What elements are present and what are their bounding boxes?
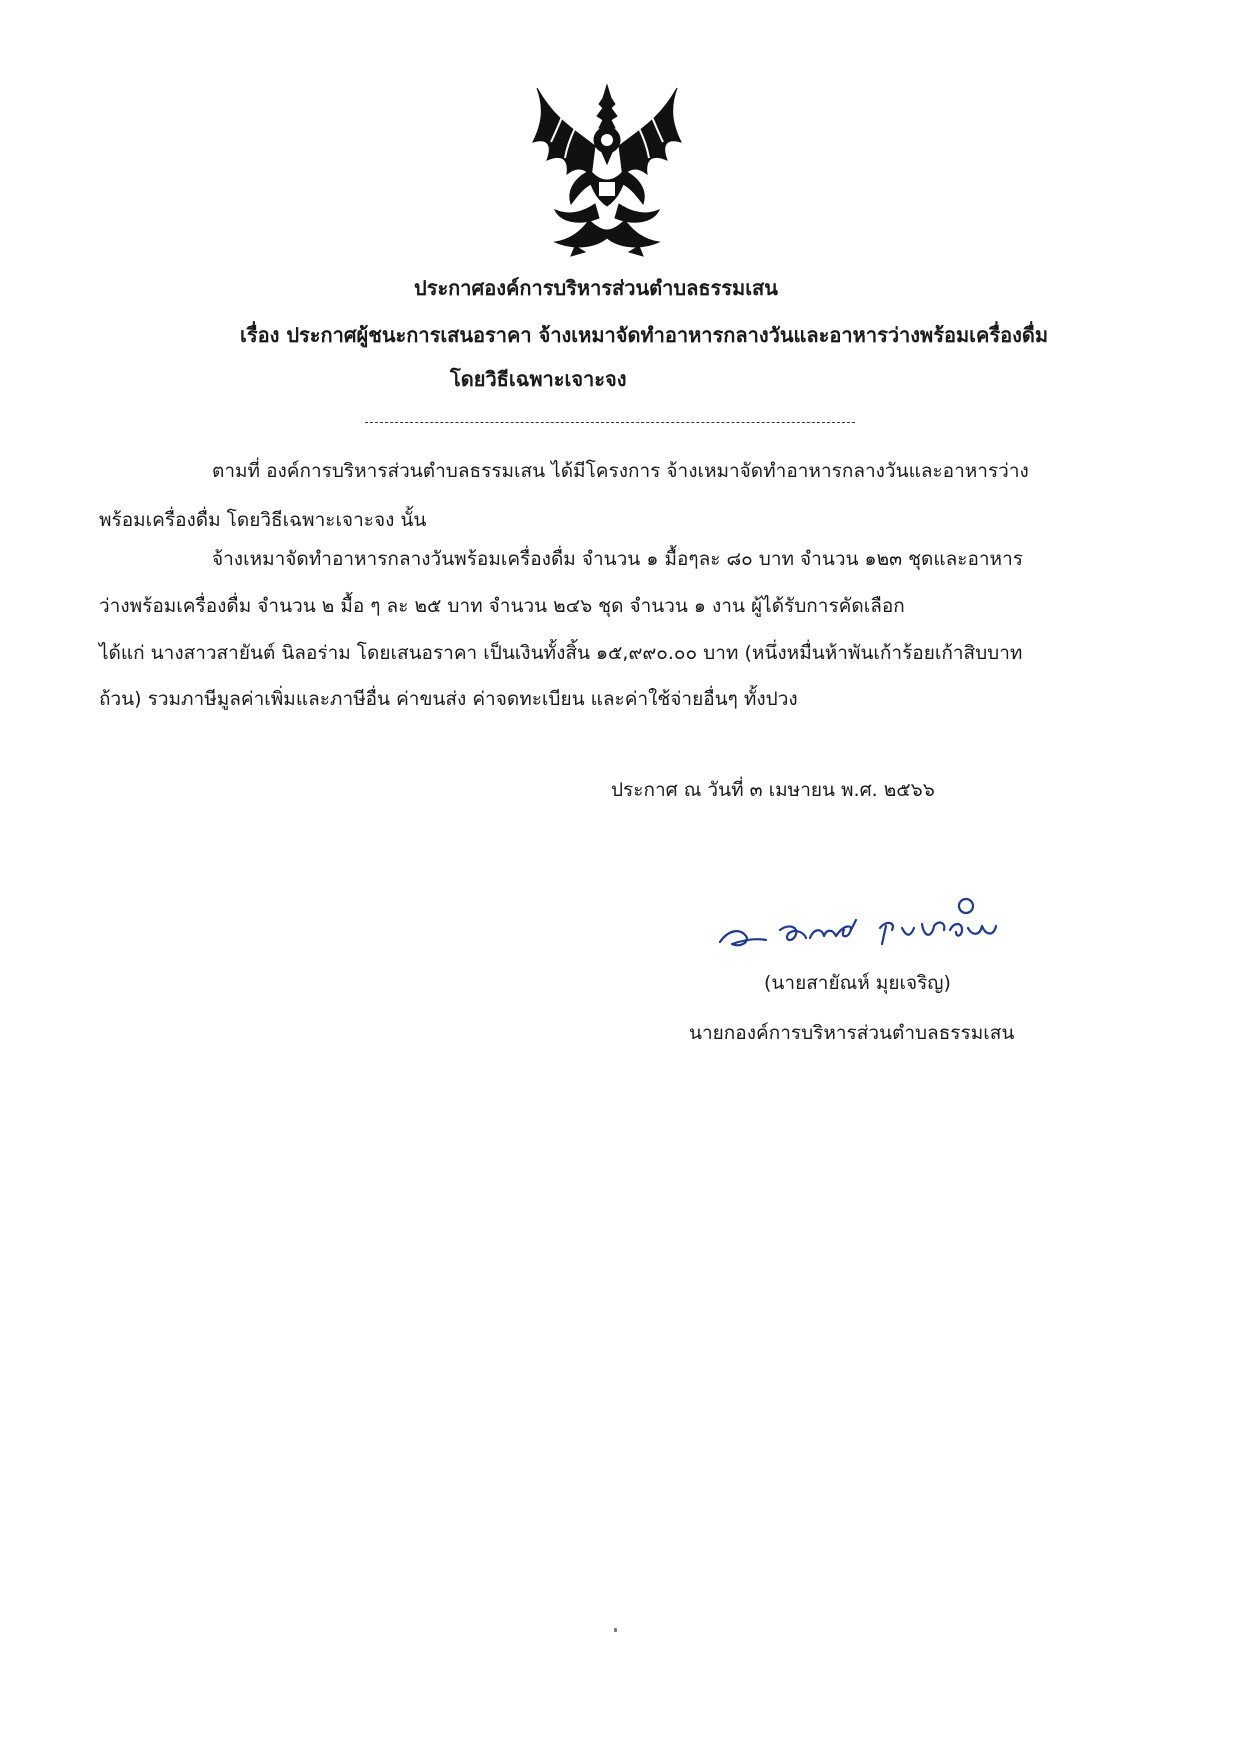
announcement-subject: เรื่อง ประกาศผู้ชนะการเสนอราคา จ้างเหมาจัดทำอาหารกลางวันและอาหารว่างพร้อมเครื่องดื่ม [240,323,1049,347]
garuda-emblem [525,80,690,260]
body-line: ได้แก่ นางสาวสายันต์ นิลอร่าม โดยเสนอราคา เป็นเงินทั้งสิ้น ๑๕,๙๙๐.๐๐ บาท (หนึ่งหมื่นห้าพันเก้าร้อยเก้าสิบบาท [99,642,1023,664]
announcement-issuer: ประกาศองค์การบริหารส่วนตำบลธรรมเสน [414,276,778,300]
divider-line [365,422,855,423]
body-line: พร้อมเครื่องดื่ม โดยวิธีเฉพาะเจาะจง นั้น [99,509,427,531]
announcement-date: ประกาศ ณ วันที่ ๓ เมษายน พ.ศ. ๒๕๖๖ [611,779,935,801]
signatory-title: นายกองค์การบริหารส่วนตำบลธรรมเสน [689,1022,1015,1044]
signatory-name: (นายสายัณห์ มุยเจริญ) [764,972,951,994]
body-line: จ้างเหมาจัดทำอาหารกลางวันพร้อมเครื่องดื่ม จำนวน ๑ มื้อๆละ ๘๐ บาท จำนวน ๑๒๓ ชุดและอาหาร [212,548,1023,570]
handwritten-signature [710,880,1010,960]
body-line: ตามที่ องค์การบริหารส่วนตำบลธรรมเสน ได้มีโครงการ จ้างเหมาจัดทำอาหารกลางวันและอาหารว่าง [212,460,1029,482]
body-line: ถ้วน) รวมภาษีมูลค่าเพิ่มและภาษีอื่น ค่าขนส่ง ค่าจดทะเบียน และค่าใช้จ่ายอื่นๆ ทั้งปวง [99,688,798,710]
body-line: ว่างพร้อมเครื่องดื่ม จำนวน ๒ มื้อ ๆ ละ ๒๕ บาท จำนวน ๒๔๖ ชุด จำนวน ๑ งาน ผู้ได้รับการคัดเลือก [99,595,905,617]
scan-speck [614,1628,617,1632]
announcement-method: โดยวิธีเฉพาะเจาะจง [450,367,627,391]
